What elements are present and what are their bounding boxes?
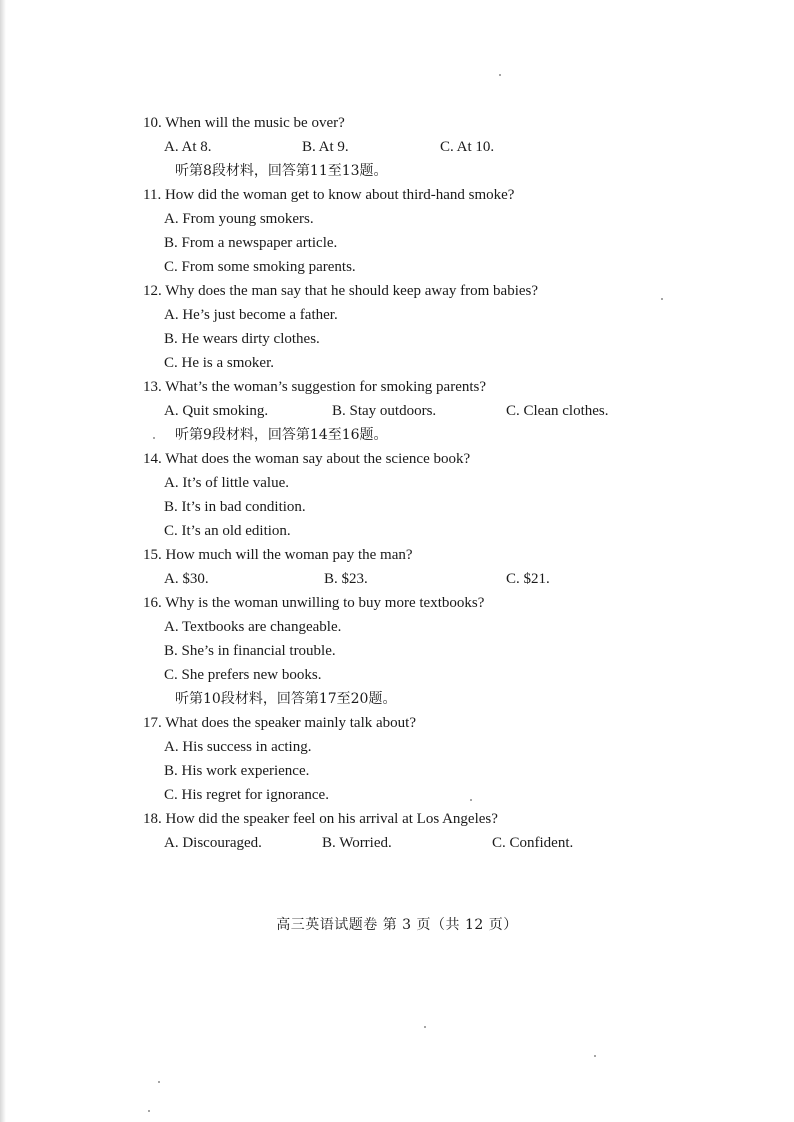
question-stem: 14. What does the woman say about the science book?	[143, 451, 471, 467]
question-stem: 12. Why does the man say that he should keep away from babies?	[143, 283, 539, 299]
scan-edge-shadow	[0, 0, 6, 1122]
option-b: B. $23.	[324, 571, 368, 587]
option-a: A. His success in acting.	[164, 739, 312, 755]
scan-speck	[594, 1055, 596, 1057]
scan-speck	[158, 1081, 160, 1083]
option-a: A. Discouraged.	[164, 835, 262, 851]
option-b: B. It’s in bad condition.	[164, 499, 306, 515]
option-a: A. At 8.	[164, 139, 212, 155]
option-a: A. $30.	[164, 571, 209, 587]
option-a: A. Quit smoking.	[164, 403, 269, 419]
option-c: C. It’s an old edition.	[164, 523, 291, 539]
option-c: C. From some smoking parents.	[164, 259, 356, 275]
option-b: B. Stay outdoors.	[332, 403, 437, 419]
options-row	[143, 135, 643, 159]
option-b: B. She’s in financial trouble.	[164, 643, 336, 659]
option-a: A. From young smokers.	[164, 211, 314, 227]
option-c: C. He is a smoker.	[164, 355, 274, 371]
question-stem: 11. How did the woman get to know about third-hand smoke?	[143, 187, 515, 203]
option-b: B. At 9.	[302, 139, 349, 155]
scan-speck	[148, 1110, 150, 1112]
option-b: B. His work experience.	[164, 763, 310, 779]
option-c: C. $21.	[506, 571, 550, 587]
option-c: C. His regret for ignorance.	[164, 787, 329, 803]
option-b: B. Worried.	[322, 835, 392, 851]
options-row	[143, 567, 643, 591]
scan-speck	[153, 437, 155, 439]
question-stem: 16. Why is the woman unwilling to buy more textbooks?	[143, 595, 485, 611]
option-b: B. He wears dirty clothes.	[164, 331, 320, 347]
options-row	[143, 399, 643, 423]
section-instruction: 听第10段材料，回答第17至20题。	[175, 691, 397, 707]
option-c: C. Clean clothes.	[506, 403, 609, 419]
page-footer: 高三英语试题卷 第 3 页（共 12 页）	[276, 917, 518, 933]
options-row	[143, 831, 643, 855]
scan-speck	[470, 799, 472, 801]
option-a: A. It’s of little value.	[164, 475, 289, 491]
question-stem: 18. How did the speaker feel on his arrival at Los Angeles?	[143, 811, 498, 827]
option-c: C. At 10.	[440, 139, 495, 155]
question-stem: 13. What’s the woman’s suggestion for smoking parents?	[143, 379, 487, 395]
question-list	[143, 111, 643, 855]
scan-speck	[661, 298, 663, 300]
scan-speck	[499, 74, 501, 76]
option-a: A. Textbooks are changeable.	[164, 619, 342, 635]
option-b: B. From a newspaper article.	[164, 235, 338, 251]
option-a: A. He’s just become a father.	[164, 307, 338, 323]
question-stem: 10. When will the music be over?	[143, 115, 345, 131]
option-c: C. Confident.	[492, 835, 574, 851]
option-c: C. She prefers new books.	[164, 667, 322, 683]
question-stem: 15. How much will the woman pay the man?	[143, 547, 413, 563]
section-instruction: 听第9段材料，回答第14至16题。	[175, 427, 388, 443]
section-instruction: 听第8段材料，回答第11至13题。	[175, 163, 388, 179]
question-stem: 17. What does the speaker mainly talk about?	[143, 715, 416, 731]
scan-speck	[424, 1026, 426, 1028]
